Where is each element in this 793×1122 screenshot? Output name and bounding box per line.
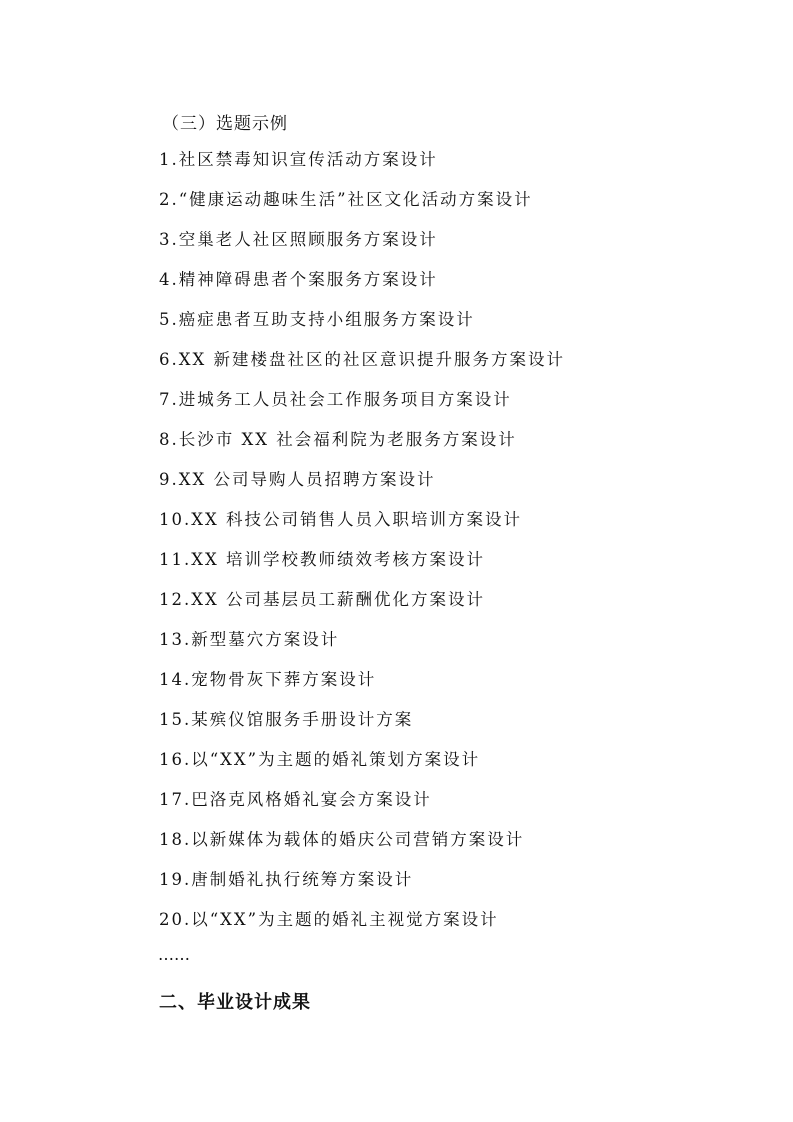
list-item: 8.长沙市 XX 社会福利院为老服务方案设计 <box>159 430 517 449</box>
list-item: 15.某殡仪馆服务手册设计方案 <box>159 710 414 729</box>
list-item: 16.以“XX”为主题的婚礼策划方案设计 <box>159 750 481 769</box>
list-item: 2.“健康运动趣味生活”社区文化活动方案设计 <box>159 190 533 209</box>
subheading: （三）选题示例 <box>162 114 288 134</box>
list-item: 9.XX 公司导购人员招聘方案设计 <box>159 470 436 489</box>
list-item: 19.唐制婚礼执行统筹方案设计 <box>159 870 414 889</box>
list-item: 13.新型墓穴方案设计 <box>159 630 340 649</box>
list-item: 12.XX 公司基层员工薪酬优化方案设计 <box>159 590 485 609</box>
list-item: 18.以新媒体为载体的婚庆公司营销方案设计 <box>159 830 525 849</box>
list-item: 1.社区禁毒知识宣传活动方案设计 <box>159 150 438 169</box>
list-item: 14.宠物骨灰下葬方案设计 <box>159 670 377 689</box>
list-continuation-ellipsis: …… <box>158 945 190 964</box>
list-item: 10.XX 科技公司销售人员入职培训方案设计 <box>159 510 522 529</box>
list-item: 11.XX 培训学校教师绩效考核方案设计 <box>159 550 485 569</box>
list-item: 3.空巢老人社区照顾服务方案设计 <box>159 230 438 249</box>
section-heading: 二、毕业设计成果 <box>159 992 311 1013</box>
list-item: 6.XX 新建楼盘社区的社区意识提升服务方案设计 <box>159 350 565 369</box>
list-item: 20.以“XX”为主题的婚礼主视觉方案设计 <box>159 910 499 929</box>
list-item: 5.癌症患者互助支持小组服务方案设计 <box>159 310 475 329</box>
list-item: 17.巴洛克风格婚礼宴会方案设计 <box>159 790 432 809</box>
list-item: 7.进城务工人员社会工作服务项目方案设计 <box>159 390 512 409</box>
list-item: 4.精神障碍患者个案服务方案设计 <box>159 270 438 289</box>
